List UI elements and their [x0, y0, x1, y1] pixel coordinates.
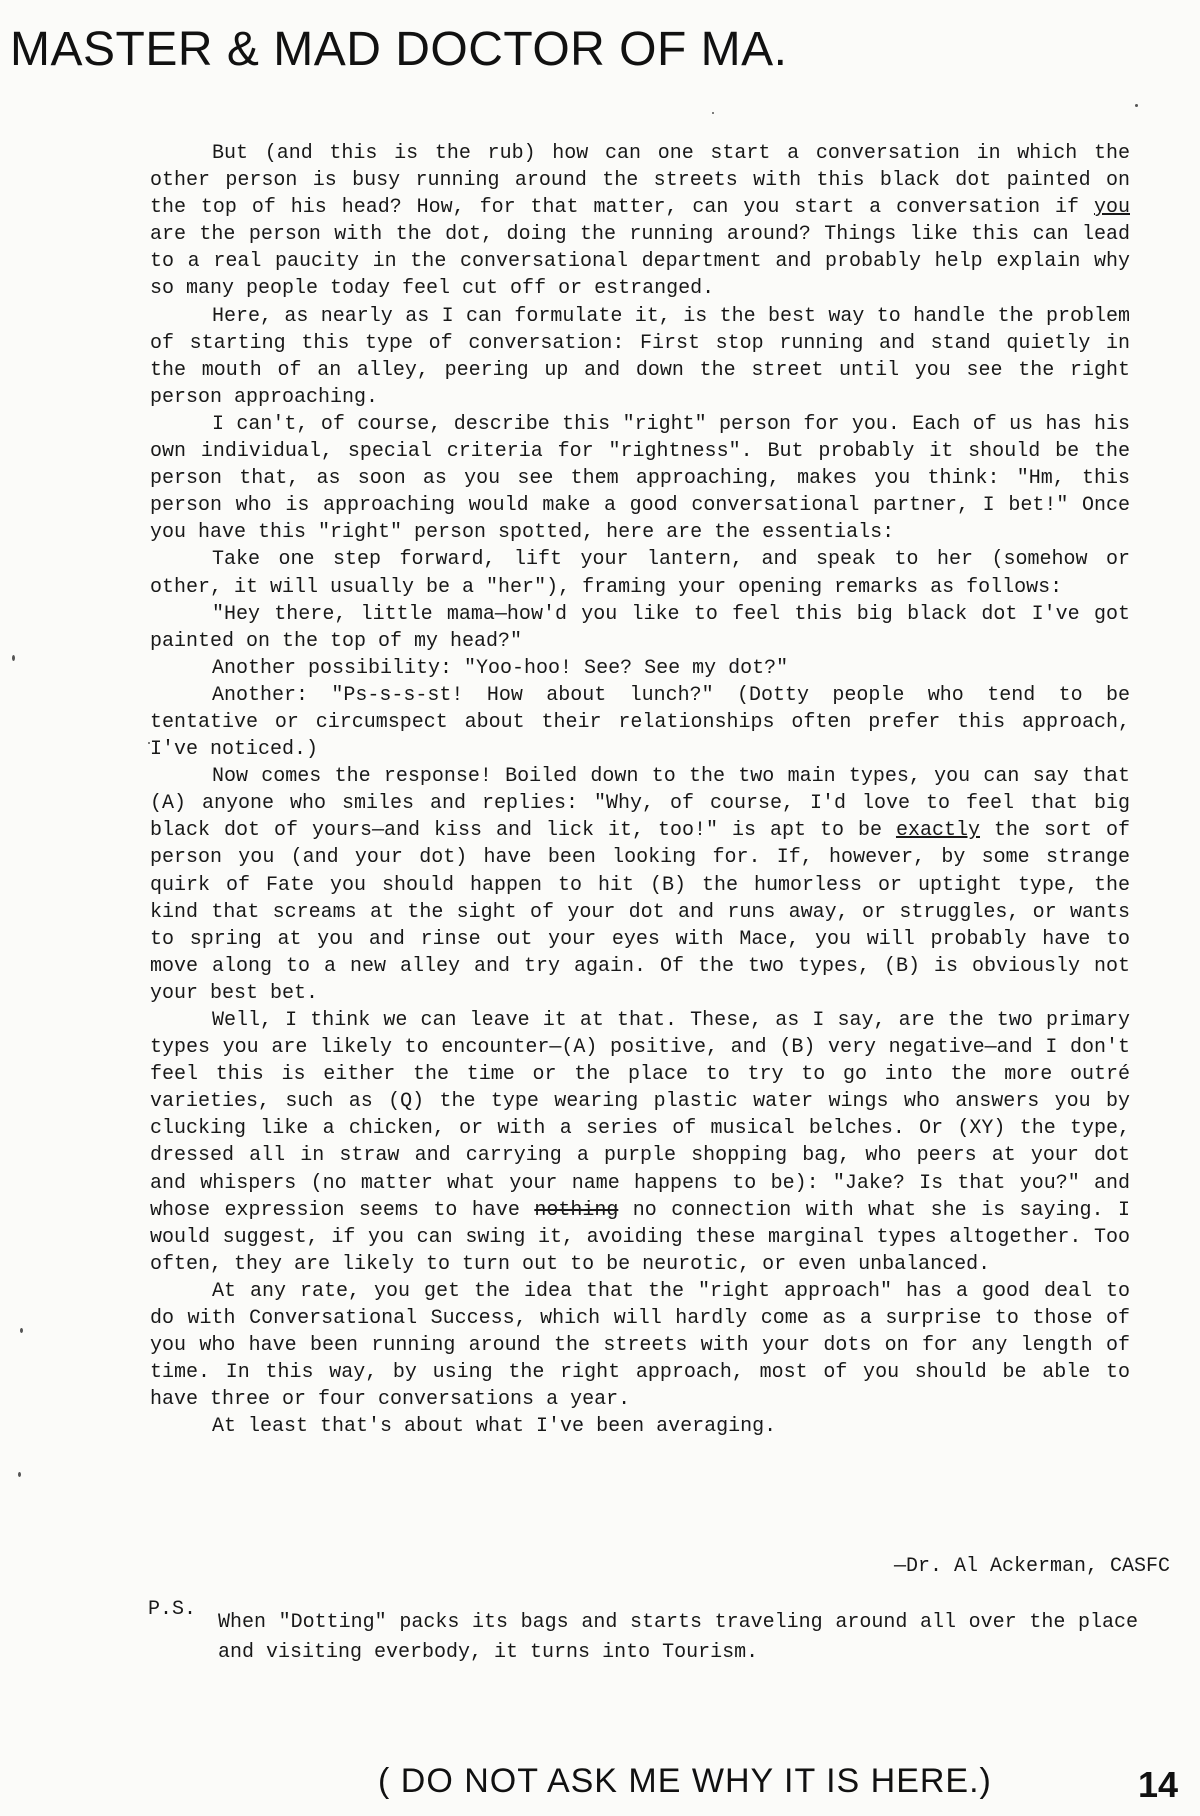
scan-speck	[1135, 104, 1138, 107]
paragraph-8	[150, 763, 1130, 1007]
scan-speck	[20, 1328, 23, 1333]
paragraph-6: Another possibility: "Yoo-hoo! See? See my dot?"	[212, 656, 789, 680]
underlined-you: you	[1093, 196, 1130, 220]
paragraph-1-text: But (and this is the rub) how can one start a conversation in which the other person is busy running around the streets with this black dot painted on the top of his head? How, for that matter, can you start a conversation if	[150, 142, 1130, 220]
postscript-label: P.S.	[148, 1598, 197, 1621]
article-body	[150, 140, 1130, 1441]
paragraph-4: Take one step forward, lift your lantern, and speak to her (somehow or other, it will usually be a "her"), framing your opening remarks as follows:	[150, 548, 1130, 599]
paragraph-9-end: no connection with what she is saying. I would suggest, if you can swing it, avoiding these marginal types altogether. Too often, they are likely to turn out to be neurotic, or even unbalanced.	[150, 1198, 1130, 1276]
struck-word: nothing	[534, 1198, 619, 1222]
underlined-exactly: exactly	[895, 819, 980, 843]
paragraph-1	[150, 140, 1130, 303]
paragraph-8-text: Now comes the response! Boiled down to the two main types, you can say that (A) anyone who smiles and replies: "Why, of course, I'd love to feel that big black dot of yours—and kiss and lick it, too!" is apt to be	[150, 765, 1130, 843]
scan-speck	[712, 112, 714, 114]
page-heading: MASTER & MAD DOCTOR OF MA.	[10, 23, 788, 76]
author-signature: —Dr. Al Ackerman, CASFC	[893, 1555, 1170, 1578]
paragraph-7: Another: "Ps-s-s-st! How about lunch?" (Dotty people who tend to be tentative or circumspect about their relationships often prefer this approach, I've noticed.)	[150, 683, 1130, 762]
paragraph-5: "Hey there, little mama—how'd you like to feel this big black dot I've got painted on the top of my head?"	[150, 602, 1130, 653]
footer-note: ( DO NOT ASK ME WHY IT IS HERE.)	[378, 1762, 992, 1800]
postscript-text: When "Dotting" packs its bags and starts traveling around all over the place and visiting everbody, it turns into Tourism.	[218, 1611, 1138, 1664]
page-number: 14	[1137, 1764, 1178, 1805]
paragraph-9	[150, 1007, 1130, 1278]
scan-speck	[18, 1472, 21, 1477]
paragraph-8-end: the sort of person you (and your dot) have been looking for. If, however, by some strange quirk of Fate you should happen to hit (B) the humorless or uptight type, the kind that screams at the sight of your dot and runs away, or struggles, or wants to spring at you and rinse out your eyes with Mace, you will probably have to move along to a new alley and try again. Of the two types, (B) is obviously not your best bet.	[150, 819, 1130, 1005]
paragraph-9-text: Well, I think we can leave it at that. These, as I say, are the two primary types you are likely to encounter—(A) positive, and (B) very negative—and I don't feel this is either the time or the place to try to go into the more outré varieties, such as (Q) the type wearing plastic water wings who answers you by clucking like a chicken, or with a series of musical belches. Or (XY) the type, dressed all in straw and carrying a purple shopping bag, who peers at your dot and whispers (no matter what your name happens to be): "Jake? Is that you?" and whose expression seems to have	[150, 1009, 1130, 1222]
paragraph-1-end: are the person with the dot, doing the running around? Things like this can lead to a real paucity in the conversational department and probably help explain why so many people today feel cut off or estranged.	[150, 223, 1130, 301]
paragraph-2: Here, as nearly as I can formulate it, is the best way to handle the problem of starting this type of conversation: First stop running and stand quietly in the mouth of an alley, peering up and down the street until you see the right person approaching.	[150, 304, 1130, 409]
paragraph-3: I can't, of course, describe this "right" person for you. Each of us has his own individual, special criteria for "rightness". But probably it should be the person that, as soon as you see them approaching, makes you think: "Hm, this person who is approaching would make a good conversational partner, I bet!" Once you have this "right" person spotted, here are the essentials:	[150, 412, 1130, 545]
scan-speck	[148, 742, 150, 744]
paragraph-11: At least that's about what I've been averaging.	[212, 1415, 777, 1439]
paragraph-10: At any rate, you get the idea that the "right approach" has a good deal to do with Conversational Success, which will hardly come as a surprise to those of you who have been running around the streets with your dots on for any length of time. In this way, by using the right approach, most of you should be able to have three or four conversations a year.	[150, 1279, 1130, 1412]
scan-speck	[12, 655, 15, 661]
